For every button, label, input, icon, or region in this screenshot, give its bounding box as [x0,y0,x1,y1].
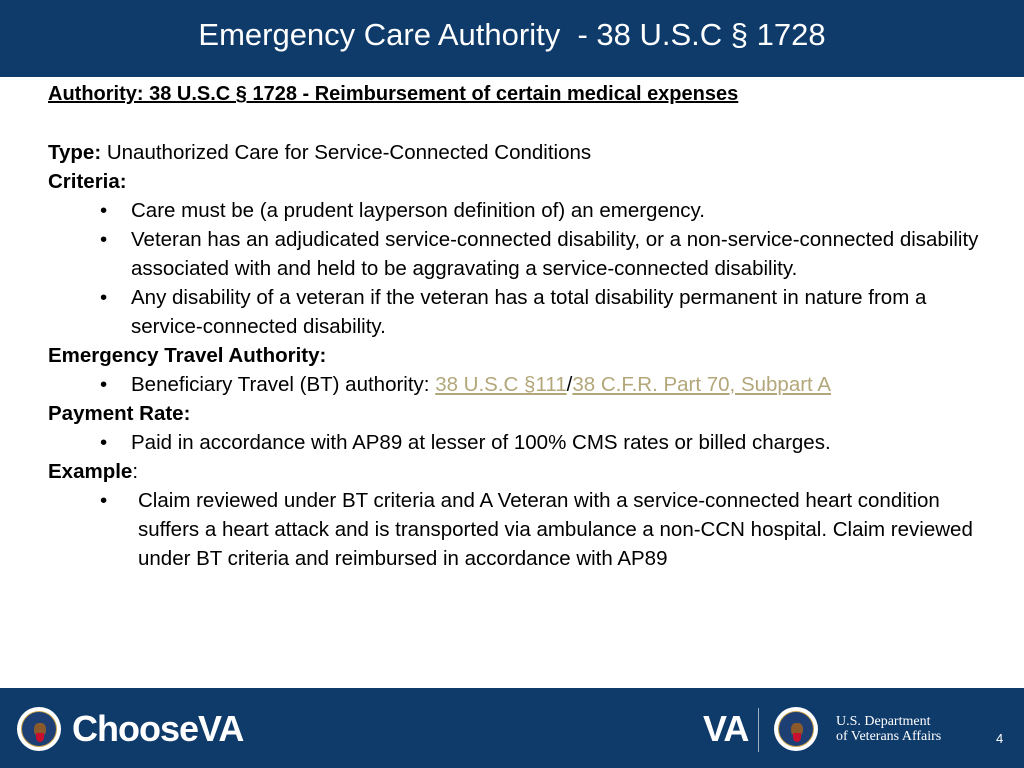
slide-body [48,80,988,573]
bullet-marker: • [100,373,108,396]
authority-heading: Authority: 38 U.S.C § 1728 - Reimbursement of certain medical expenses [48,83,739,105]
slide-title: Emergency Care Authority - 38 U.S.C § 1728 [198,17,826,52]
page-number: 4 [996,731,1004,746]
title-bar [0,0,1024,77]
type-line [48,138,988,167]
example-text: Claim reviewed under BT criteria and A Veteran with a service-connected heart condition suffers a heart attack and is transported via ambulance a non-CCN hospital. Claim reviewed under BT criteria and reimbursed in accordance with AP89 [138,489,973,570]
bullet-marker: • [100,286,108,309]
department-line-2: of Veterans Affairs [836,729,942,744]
example-label: Example [48,460,133,483]
travel-label: Emergency Travel Authority: [48,344,327,367]
department-line-1: U.S. Department [836,714,931,729]
footer-bar [0,688,1024,768]
criteria-item [48,225,988,283]
travel-prefix: Beneficiary Travel (BT) authority: [131,373,436,396]
payment-text: Paid in accordance with AP89 at lesser of 100% CMS rates or billed charges. [131,431,831,454]
choose-va-logo [72,708,243,750]
type-value: Unauthorized Care for Service-Connected Conditions [101,141,592,164]
type-label: Type: [48,141,102,164]
payment-label: Payment Rate: [48,402,191,425]
choose-va-text: VA [198,708,244,749]
bullet-marker: • [100,199,108,222]
va-seal-icon [774,707,818,751]
criteria-text: Care must be (a prudent layperson definition of) an emergency. [131,199,705,222]
criteria-item [48,196,988,225]
criteria-text: Veteran has an adjudicated service-connected disability, or a non-service-connected disability associated with and held to be aggravating a service-connected disability. [131,228,979,280]
usc-111-link[interactable]: 38 U.S.C §111 [435,373,567,396]
choose-text: Choose [72,708,199,749]
example-item [48,486,988,573]
cfr-part-70-link[interactable]: 38 C.F.R. Part 70, Subpart A [572,373,831,396]
link-separator: / [566,373,573,396]
logo-divider [758,708,759,752]
travel-item [48,370,988,399]
criteria-label: Criteria: [48,170,127,193]
department-name [836,714,941,744]
va-seal-icon [17,707,61,751]
bullet-marker: • [100,228,108,251]
example-heading [48,457,988,486]
bullet-marker: • [100,431,108,454]
va-wordmark: VA [703,708,749,749]
example-colon: : [132,460,139,483]
criteria-text: Any disability of a veteran if the veteran has a total disability permanent in nature from a service-connected disability. [131,286,927,338]
bullet-marker: • [100,489,108,512]
payment-item [48,428,988,457]
criteria-item [48,283,988,341]
